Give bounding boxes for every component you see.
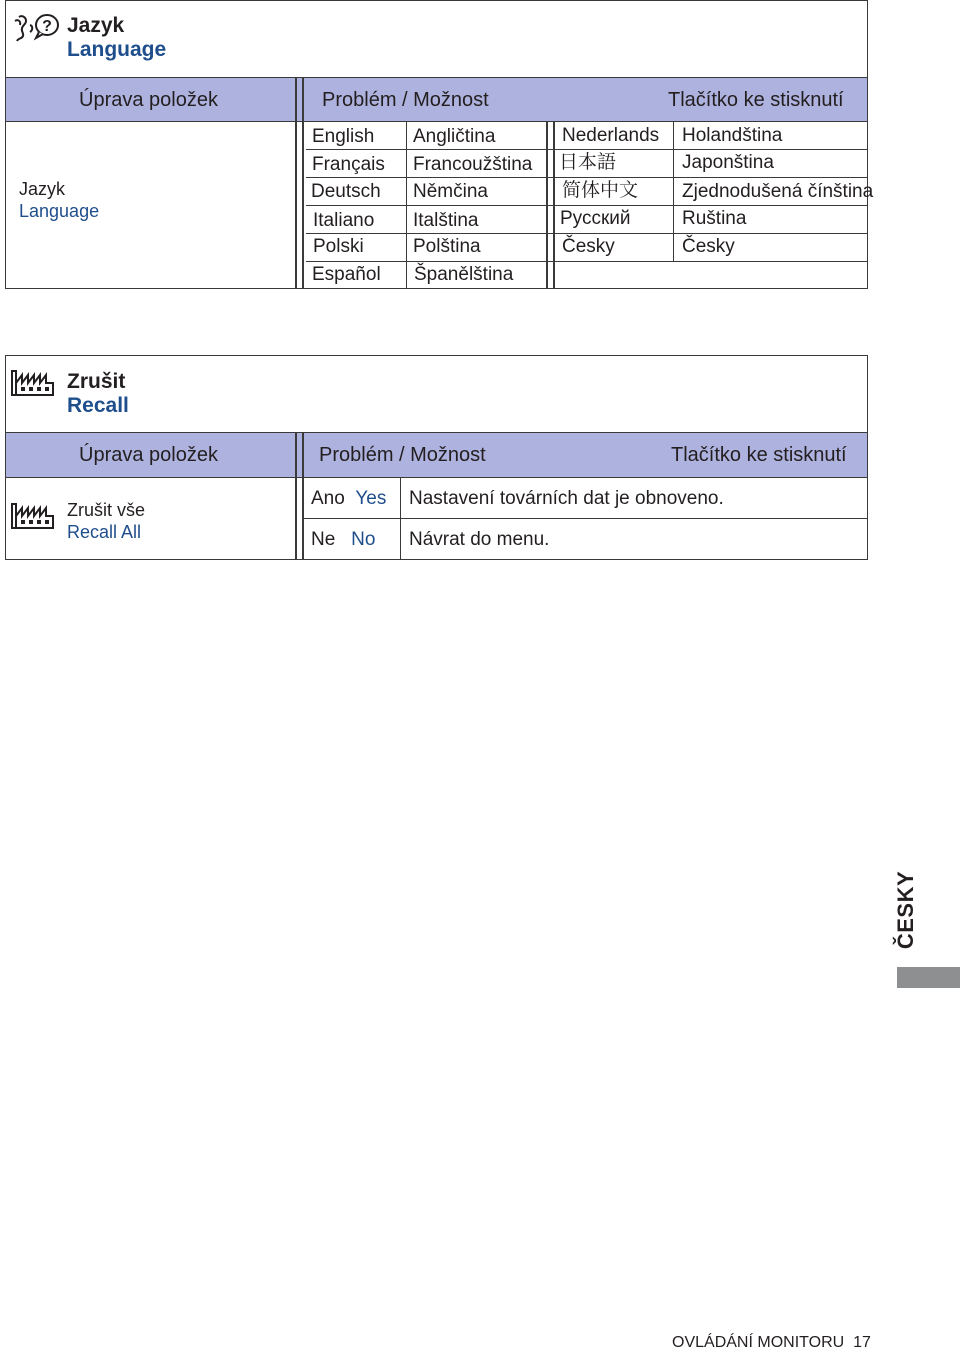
option-yes-cz: Ano bbox=[311, 488, 345, 509]
column-divider bbox=[295, 432, 304, 560]
column-divider bbox=[400, 478, 401, 560]
language-title-en: Language bbox=[67, 38, 167, 61]
item-label-en: Recall All bbox=[67, 522, 142, 542]
language-option-cz: Ruština bbox=[682, 208, 747, 229]
language-option-cz: Španělština bbox=[414, 264, 514, 285]
speech-bubble-question-icon bbox=[12, 11, 60, 45]
language-option-cz: Česky bbox=[682, 236, 735, 257]
option-no-description: Návrat do menu. bbox=[409, 529, 550, 550]
table-header bbox=[6, 77, 867, 122]
recall-title-en: Recall bbox=[67, 394, 129, 417]
language-option-cz: Němčina bbox=[413, 181, 488, 202]
header-problem-option: Problém / Možnost bbox=[319, 444, 486, 466]
language-title-cz: Jazyk bbox=[67, 14, 125, 37]
row-divider bbox=[306, 261, 868, 262]
header-adjust-items: Úprava položek bbox=[79, 444, 218, 466]
row-divider bbox=[306, 149, 868, 150]
row-divider bbox=[306, 205, 868, 206]
factory-icon bbox=[11, 369, 55, 397]
language-option-native: 简体中文 bbox=[562, 180, 639, 201]
side-tab-text: ČESKY bbox=[893, 870, 919, 950]
language-option-native: Español bbox=[312, 264, 381, 285]
language-option-cz: Holandština bbox=[682, 125, 783, 146]
header-button-to-press: Tlačítko ke stisknutí bbox=[668, 89, 844, 111]
column-divider bbox=[673, 122, 674, 261]
language-side-tab-label bbox=[880, 860, 932, 960]
language-option-native: English bbox=[312, 126, 375, 147]
item-label-cz: Jazyk bbox=[19, 179, 66, 199]
language-side-tab bbox=[897, 967, 960, 988]
table-header bbox=[6, 432, 867, 478]
row-divider bbox=[306, 233, 868, 234]
language-option-cz: Francoužština bbox=[413, 154, 533, 175]
option-no-cz: Ne bbox=[311, 529, 336, 550]
language-section bbox=[5, 0, 874, 289]
option-no bbox=[311, 529, 375, 551]
language-option-cz: Angličtina bbox=[413, 126, 496, 147]
svg-text:?: ? bbox=[42, 18, 52, 35]
language-option-cz: Polština bbox=[413, 236, 481, 257]
column-divider bbox=[295, 77, 304, 289]
language-option-cz: Japonština bbox=[682, 152, 774, 173]
option-yes bbox=[311, 488, 386, 510]
footer-text: OVLÁDÁNÍ MONITORU bbox=[672, 1334, 845, 1351]
factory-icon bbox=[11, 502, 55, 530]
language-option-native: Nederlands bbox=[562, 125, 660, 146]
language-option-native: Polski bbox=[313, 236, 364, 257]
language-option-native: Italiano bbox=[313, 210, 375, 231]
language-option-cz: Italština bbox=[413, 210, 479, 231]
recall-section bbox=[5, 355, 868, 560]
row-divider bbox=[306, 177, 868, 178]
option-yes-en: Yes bbox=[355, 488, 387, 509]
language-option-native: Deutsch bbox=[311, 181, 381, 202]
recall-title-cz: Zrušit bbox=[67, 370, 126, 393]
item-label-cz: Zrušit vše bbox=[67, 500, 146, 520]
page-footer bbox=[672, 1333, 871, 1353]
language-option-cz: Zjednodušená čínština bbox=[682, 181, 874, 202]
language-option-native: Русский bbox=[560, 208, 631, 229]
language-option-native: Česky bbox=[562, 236, 615, 257]
option-no-en: No bbox=[351, 529, 376, 550]
header-problem-option: Problém / Možnost bbox=[322, 89, 489, 111]
row-divider bbox=[304, 518, 868, 519]
language-option-native: Français bbox=[312, 154, 385, 175]
language-option-native: 日本語 bbox=[559, 152, 617, 173]
header-adjust-items: Úprava položek bbox=[79, 89, 218, 111]
header-button-to-press: Tlačítko ke stisknutí bbox=[671, 444, 847, 466]
item-label-en: Language bbox=[19, 201, 100, 221]
option-yes-description: Nastavení továrních dat je obnoveno. bbox=[409, 488, 724, 509]
page-number: 17 bbox=[853, 1334, 871, 1351]
